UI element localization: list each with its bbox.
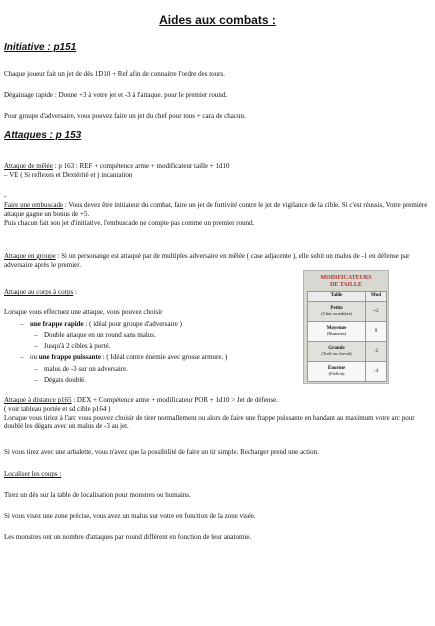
distance-text3: Lorsque vous tiriez à l'arc vous pouvez choisir de tirer normallement ou alors de faire une frappe puissante en bandant au maximum votre arc pour doublé les dégats avec un malus de -3 au jet. [4, 413, 415, 431]
col-mod: Mod [366, 292, 387, 302]
table-row [308, 342, 387, 362]
col-taille: Taille [308, 292, 366, 302]
size-name: Énorme [327, 366, 346, 372]
rapide-detail-1: – Double attaque en un round sans malus. [44, 331, 294, 340]
size-modifier-title-line1: MODIFICATEURS [320, 275, 372, 281]
puissante-details [44, 365, 294, 385]
initiative-p1: Chaque joueur fait un jet de dès 1D10 + Ref afin de connaitre l'ordre des tours. [4, 70, 225, 78]
embuscade-label: Faire une embuscade [4, 201, 64, 209]
groupe-text: : Si un personange est attaqué par de multiples adversaire en mêlée ( case adjacente ), elle subit un malus de -1 en défense par adversaire après le premier. [4, 252, 410, 269]
size-name: Moyenne [326, 326, 347, 332]
stray-bullet: - [4, 192, 7, 200]
size-modifier-title-line2: DE TAILLE [330, 281, 362, 288]
corps-text: : [73, 288, 77, 296]
melee-paragraph [4, 162, 430, 180]
localiser-p1: Tirez un dès sur la table de localisation pour monstres ou humains. [4, 491, 191, 499]
localiser-p3: Les monstres ont un nombre d'attaques par round différent en fonction de leur anatomie. [4, 533, 252, 541]
mod-cell: 0 [366, 322, 387, 342]
table-row [308, 322, 387, 342]
size-name: Grande [328, 346, 345, 352]
melee-label: Attaque de mêlée [4, 162, 53, 170]
frappe-rapide-item [30, 320, 300, 329]
arbalete-paragraph: Si vous tirez avec une arbalette, vous n'avez que la possibilité de faire un tir simple. Recharger prend une action. [4, 448, 319, 456]
corps-intro: Lorsque vous effectuez une attaque, vous pouvez choisir [4, 308, 163, 316]
groupe-paragraph [4, 252, 430, 270]
mod-cell: -4 [366, 362, 387, 382]
ou-text: ou [30, 353, 39, 361]
frappe-rapide-text: : ( idéal pour groupe d'adversaire ) [83, 320, 182, 328]
size-modifier-table [303, 270, 389, 384]
initiative-heading: Initiative : p151 [4, 42, 77, 53]
size-example: (Troll ou cheval) [321, 350, 352, 356]
rapide-detail-2: – Jusqu'à 2 cibles à porté. [44, 342, 294, 351]
corps-heading [4, 288, 294, 297]
groupe-label: Attaque en groupe [4, 252, 56, 260]
size-cell [308, 302, 366, 322]
table-row [308, 362, 387, 382]
size-example: (Chat ou nekker) [321, 310, 352, 316]
table-row [308, 302, 387, 322]
distance-paragraph [4, 396, 430, 431]
embuscade-paragraph [4, 201, 430, 227]
puissante-detail-2: – Dégats doublé. [44, 376, 294, 385]
frappe-options [30, 320, 300, 329]
localiser-heading: Localiser les coups : [4, 470, 62, 478]
size-modifier-title [304, 271, 388, 291]
size-example: (Humains) [326, 330, 347, 336]
mod-cell: -2 [366, 342, 387, 362]
frappe-puissante-item [30, 353, 305, 362]
puissante-detail-1: – malus de -3 sur un adversaire. [44, 365, 294, 374]
frappe-rapide-label: une frappe rapide [30, 320, 84, 328]
embuscade-text: : Vous devez être initiateur du combat, faire un jet de furtivité contre le jet de vigilance de la cible. Si c'est réussis, Votre première attaque gagne un bonus de +5. [4, 201, 428, 218]
corps-label: Attaque au corps à corps [4, 288, 74, 296]
distance-label: Attaque à distance p165 [4, 396, 72, 404]
initiative-p3: Pour groupe d'adversaire, vous pouvez faire un jet du chef pour tous + cara de chacun. [4, 112, 246, 120]
embuscade-text2: Puis chacun fait son jet d'initiative, l'embuscade ne compte pas comme un premier round. [4, 218, 255, 227]
size-example: (Fiellon) [328, 370, 345, 376]
frappe-puissante-label: une frappe puissante [38, 353, 101, 361]
size-cell [308, 322, 366, 342]
size-cell [308, 362, 366, 382]
melee-text: : p 163 : REF + compétence arme + modificateur taille + 1d10 [52, 162, 230, 170]
size-cell [308, 342, 366, 362]
melee-text2: – VE ( Si reflexes et Dextérité et ) incantation [4, 170, 133, 179]
rapide-details [44, 331, 294, 351]
size-modifier-grid [307, 291, 387, 382]
distance-text2: ( voir tableau portée et sd cible p164 ) [4, 404, 111, 413]
attaques-heading: Attaques : p 153 [4, 130, 82, 141]
initiative-p2: Dégainage rapide : Donne +3 à votre jet et -3 à l'attaque. pour le premier round. [4, 91, 228, 99]
frappe-puissante-text: : ( Idéal contre énemie avec grosse armure. ) [100, 353, 228, 361]
size-name: Petite [330, 306, 343, 312]
page-title: Aides aux combats : [159, 13, 276, 27]
mod-cell: +2 [366, 302, 387, 322]
distance-text: : DEX + Compétence arme + modificateur POR + 1d10 > Jet de défense. [71, 396, 278, 404]
table-header-row [308, 292, 387, 302]
localiser-p2: Si vous visez une zone précise, vous avez un malus sur votre en fonction de la zone visée. [4, 512, 256, 520]
frappe-options-2 [30, 353, 305, 362]
